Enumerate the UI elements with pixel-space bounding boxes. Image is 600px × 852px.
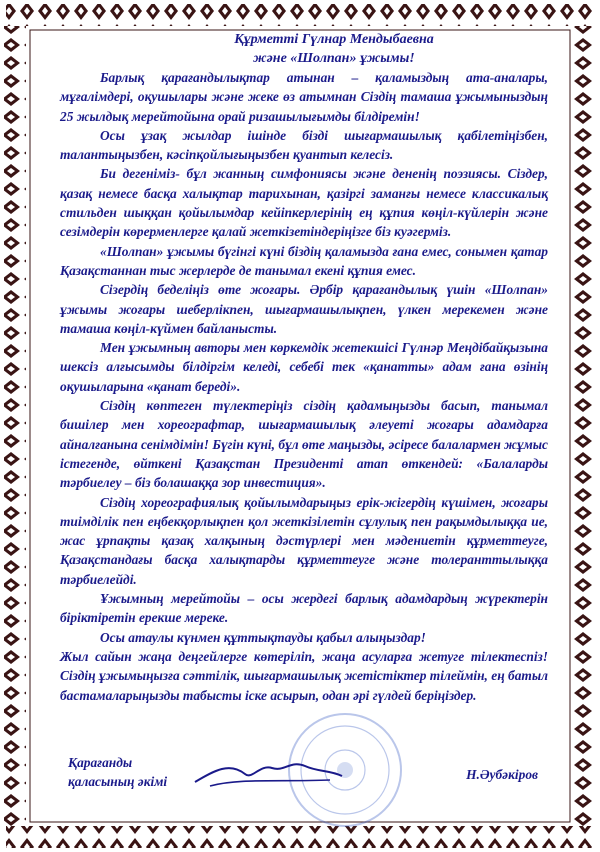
signer-title: қаласының әкімі [68, 774, 168, 789]
paragraph-6: Мен ұжымның авторы мен көркемдік жетекшісі Гүлнәр Меңдібайқызына шексіз алғысымды білдіргім келеді, себебі тек «қанатты» адам ғана өзінің оқушыларына «қанат береді». [60, 340, 548, 394]
paragraph-7: Сіздің көптеген түлектеріңіз сіздің қадамыңызды басып, танымал бишілер мен хореографтар, шығармашылық әлеуеті жоғары адамдарға айналғанына сенімдімін! Бүгін күні, бұл өте маңызды, әсіресе балалармен жұмыс істегенде, өйткені Қазақстан Президенті атап өткендей: «Балаларды тәрбиелеу – біз болашаққа зор инвестиция». [60, 398, 548, 491]
signer-name: Н.Әубәкіров [466, 767, 538, 782]
paragraph-1: Барлық қарағандылықтар атынан – қаламыздың ата-аналары, мұғалімдері, оқушылары және жеке өз атымнан Сіздің тамаша ұжымыныздың 25 жылдық мерейтойына орай ризашылығымды білдіремін! [60, 70, 548, 124]
paragraph-9: Ұжымның мерейтойы – осы жердегі барлық адамдардың жүректерін біріктіретін ерекше мереке. [60, 591, 548, 626]
handwritten-signature [190, 752, 345, 792]
signer-position [68, 753, 167, 791]
paragraph-8: Сіздің хореографиялық қойылымдарыңыз ерік-жігердің күшімен, жоғары тиімділік пен еңбекқорлықпен қол жеткізілетін сұлулық пен рақымдылыққа ие, жас ұрпақты қазақ халқының дәстүрлері мен мәдениетін құрметтеуге, Қазақстандағы басқа халықтарды құрметтеуге және толеранттылыққа тәрбиелейді. [60, 494, 548, 587]
paragraph-4: «Шолпан» ұжымы бүгінгі күні біздің қаламызда ғана емес, сонымен қатар Қазақстаннан тыс жерлерде де танымал екені құпия емес. [60, 243, 548, 278]
paragraph-10: Осы атаулы күнмен құттықтауды қабыл алыңыздар! [100, 629, 426, 645]
signer-city: Қарағанды [68, 755, 133, 770]
salutation [120, 30, 548, 68]
salutation-line-2: және «Шолпан» ұжымы! [253, 51, 415, 66]
salutation-line-1: Құрметті Гүлнар Мендыбаевна [234, 32, 434, 47]
paragraph-2: Осы ұзақ жылдар ішінде бізді шығармашылық қабілетіңізбен, талантыңызбен, кәсіпқойлығыңызбен қуантып келесіз. [60, 127, 548, 163]
paragraph-11: Жыл сайын жаңа деңгейлерге көтеріліп, жаңа асуларға жетуге тілектеспіз! Сіздің ұжымыңызға сәттілік, шығармашылық жетістіктер тілеймін, ең батыл бастамаларыңызды табысты іске асырып, одан әрі гүлдей беріңіздер. [60, 648, 548, 703]
paragraph-5: Сізердің беделіңіз өте жоғары. Әрбір қарағандылық үшін «Шолпан» ұжымы жоғары шеберлікпен, шығармашылықпен, үлкен мерекемен және тамаша көңіл-күймен байланысты. [60, 282, 548, 336]
paragraph-3: Би дегеніміз- бұл жанның симфониясы және дененің поэзиясы. Сіздер, қазақ немесе басқа халықтар тарихынан, қазіргі заманғы немесе классикалық стильден шыққан қойылымдар кейіпкерлерінің ең құпия көңіл-күйлерін және сезімдерін көрерменлерге қалай жеткізетіндеріңізге біз куәгерміз. [60, 166, 548, 240]
letter-body [60, 30, 548, 705]
